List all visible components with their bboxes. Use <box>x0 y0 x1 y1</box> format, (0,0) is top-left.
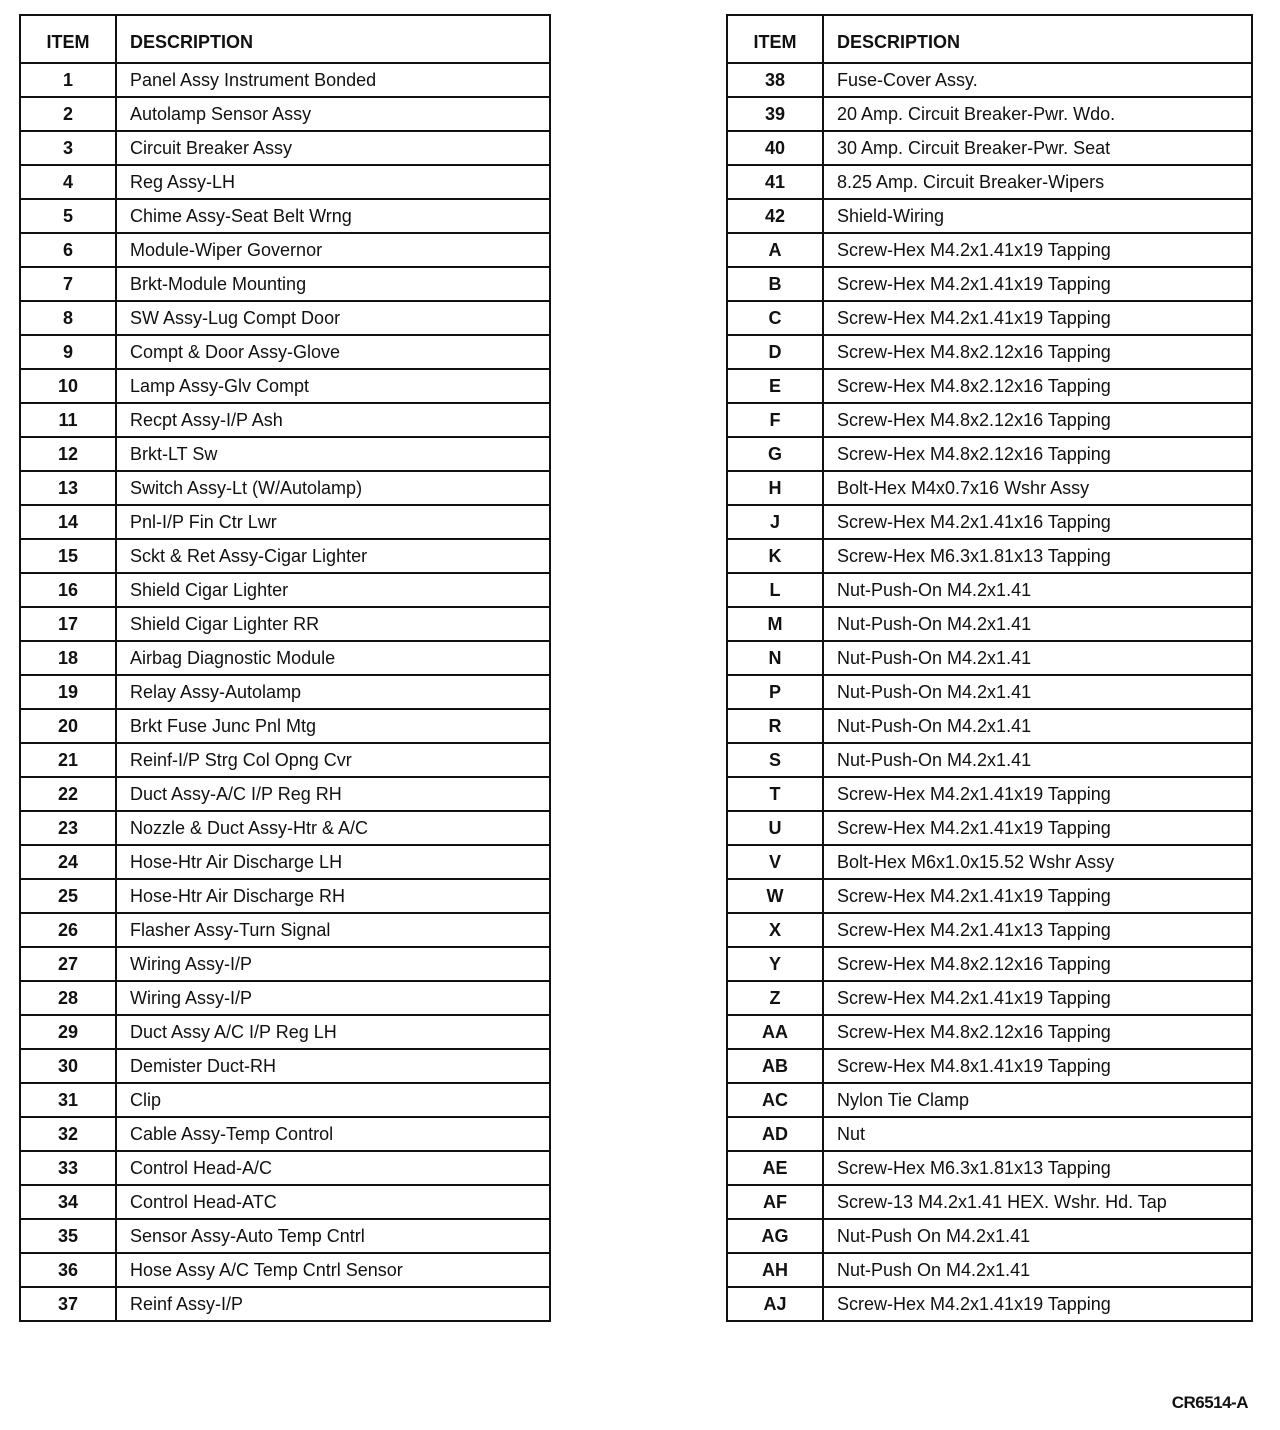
item-number: AE <box>727 1151 823 1185</box>
item-number: 14 <box>20 505 116 539</box>
item-number: 1 <box>20 63 116 97</box>
item-number: 17 <box>20 607 116 641</box>
item-description: Screw-Hex M4.8x2.12x16 Tapping <box>823 335 1252 369</box>
item-number: AC <box>727 1083 823 1117</box>
table-row <box>727 947 1252 981</box>
table-row <box>727 233 1252 267</box>
description-column-header: DESCRIPTION <box>823 15 1252 63</box>
item-description: Nut-Push-On M4.2x1.41 <box>823 573 1252 607</box>
item-description: Screw-Hex M4.8x2.12x16 Tapping <box>823 403 1252 437</box>
item-description: Clip <box>116 1083 550 1117</box>
table-row <box>20 879 550 913</box>
item-description: Flasher Assy-Turn Signal <box>116 913 550 947</box>
item-number: 37 <box>20 1287 116 1321</box>
item-description: Duct Assy A/C I/P Reg LH <box>116 1015 550 1049</box>
table-row <box>20 1219 550 1253</box>
item-number: 33 <box>20 1151 116 1185</box>
item-number: D <box>727 335 823 369</box>
table-row <box>727 709 1252 743</box>
item-description: Reinf Assy-I/P <box>116 1287 550 1321</box>
item-description: Chime Assy-Seat Belt Wrng <box>116 199 550 233</box>
item-number: 29 <box>20 1015 116 1049</box>
item-description: Reg Assy-LH <box>116 165 550 199</box>
item-description: Autolamp Sensor Assy <box>116 97 550 131</box>
table-row <box>727 539 1252 573</box>
item-description: Screw-Hex M4.2x1.41x13 Tapping <box>823 913 1252 947</box>
item-description: Pnl-I/P Fin Ctr Lwr <box>116 505 550 539</box>
item-description: Airbag Diagnostic Module <box>116 641 550 675</box>
item-description: Demister Duct-RH <box>116 1049 550 1083</box>
item-description: Brkt Fuse Junc Pnl Mtg <box>116 709 550 743</box>
item-number: 28 <box>20 981 116 1015</box>
item-description: Brkt-LT Sw <box>116 437 550 471</box>
table-row <box>20 641 550 675</box>
item-description: Nylon Tie Clamp <box>823 1083 1252 1117</box>
item-description: Screw-Hex M4.8x2.12x16 Tapping <box>823 1015 1252 1049</box>
item-number: AA <box>727 1015 823 1049</box>
item-description: 20 Amp. Circuit Breaker-Pwr. Wdo. <box>823 97 1252 131</box>
item-description: Nut-Push On M4.2x1.41 <box>823 1219 1252 1253</box>
item-description: Wiring Assy-I/P <box>116 981 550 1015</box>
item-description: Screw-Hex M4.2x1.41x19 Tapping <box>823 1287 1252 1321</box>
table-row <box>20 573 550 607</box>
table-row <box>20 1049 550 1083</box>
table-row <box>727 505 1252 539</box>
item-number: K <box>727 539 823 573</box>
table-row <box>727 199 1252 233</box>
item-number: N <box>727 641 823 675</box>
table-row <box>727 1253 1252 1287</box>
item-number: H <box>727 471 823 505</box>
item-number: S <box>727 743 823 777</box>
item-description: Hose-Htr Air Discharge LH <box>116 845 550 879</box>
item-number: AB <box>727 1049 823 1083</box>
item-description: Nut <box>823 1117 1252 1151</box>
table-row <box>727 879 1252 913</box>
table-row <box>20 1015 550 1049</box>
item-description: Cable Assy-Temp Control <box>116 1117 550 1151</box>
item-number: 12 <box>20 437 116 471</box>
item-number: 38 <box>727 63 823 97</box>
table-row <box>727 63 1252 97</box>
table-row <box>727 607 1252 641</box>
item-description: Recpt Assy-I/P Ash <box>116 403 550 437</box>
table-row <box>20 1253 550 1287</box>
item-number: Z <box>727 981 823 1015</box>
table-row <box>20 539 550 573</box>
item-number: A <box>727 233 823 267</box>
table-row <box>20 811 550 845</box>
table-row <box>20 1287 550 1321</box>
item-number: U <box>727 811 823 845</box>
item-number: 42 <box>727 199 823 233</box>
item-description: 8.25 Amp. Circuit Breaker-Wipers <box>823 165 1252 199</box>
table-row <box>20 607 550 641</box>
item-number: T <box>727 777 823 811</box>
item-number: 34 <box>20 1185 116 1219</box>
item-number: Y <box>727 947 823 981</box>
item-description: SW Assy-Lug Compt Door <box>116 301 550 335</box>
item-number: L <box>727 573 823 607</box>
table-row <box>20 1083 550 1117</box>
item-number: 20 <box>20 709 116 743</box>
table-row <box>727 675 1252 709</box>
item-description: Screw-13 M4.2x1.41 HEX. Wshr. Hd. Tap <box>823 1185 1252 1219</box>
table-row <box>20 743 550 777</box>
item-description: Compt & Door Assy-Glove <box>116 335 550 369</box>
table-row <box>727 1117 1252 1151</box>
item-number: 31 <box>20 1083 116 1117</box>
table-row <box>727 1151 1252 1185</box>
table-row <box>20 709 550 743</box>
table-row <box>20 97 550 131</box>
item-number: 5 <box>20 199 116 233</box>
item-description: Screw-Hex M4.8x2.12x16 Tapping <box>823 437 1252 471</box>
item-number: AH <box>727 1253 823 1287</box>
item-number: 11 <box>20 403 116 437</box>
table-row <box>20 777 550 811</box>
table-row <box>727 913 1252 947</box>
parts-table-left <box>19 14 551 1322</box>
item-number: R <box>727 709 823 743</box>
item-number: AG <box>727 1219 823 1253</box>
item-number: 22 <box>20 777 116 811</box>
table-row <box>20 1151 550 1185</box>
item-number: AJ <box>727 1287 823 1321</box>
table-row <box>20 267 550 301</box>
item-number: 7 <box>20 267 116 301</box>
item-number: 4 <box>20 165 116 199</box>
item-description: Sensor Assy-Auto Temp Cntrl <box>116 1219 550 1253</box>
table-row <box>727 1049 1252 1083</box>
item-number: 13 <box>20 471 116 505</box>
item-number: 40 <box>727 131 823 165</box>
table-row <box>20 947 550 981</box>
item-description: Screw-Hex M4.2x1.41x16 Tapping <box>823 505 1252 539</box>
table-row <box>727 165 1252 199</box>
item-description: Wiring Assy-I/P <box>116 947 550 981</box>
item-number: C <box>727 301 823 335</box>
item-number: P <box>727 675 823 709</box>
table-row <box>20 437 550 471</box>
item-description: Panel Assy Instrument Bonded <box>116 63 550 97</box>
item-description: Relay Assy-Autolamp <box>116 675 550 709</box>
table-row <box>727 743 1252 777</box>
table-row <box>727 97 1252 131</box>
item-description: Lamp Assy-Glv Compt <box>116 369 550 403</box>
item-description: Bolt-Hex M4x0.7x16 Wshr Assy <box>823 471 1252 505</box>
item-description: Screw-Hex M4.2x1.41x19 Tapping <box>823 811 1252 845</box>
table-row <box>727 981 1252 1015</box>
item-number: AF <box>727 1185 823 1219</box>
item-description: Nut-Push-On M4.2x1.41 <box>823 641 1252 675</box>
description-column-header: DESCRIPTION <box>116 15 550 63</box>
item-number: 15 <box>20 539 116 573</box>
table-row <box>20 1185 550 1219</box>
item-number: AD <box>727 1117 823 1151</box>
table-row <box>20 913 550 947</box>
item-description: Hose-Htr Air Discharge RH <box>116 879 550 913</box>
item-description: Screw-Hex M4.2x1.41x19 Tapping <box>823 267 1252 301</box>
table-row <box>20 845 550 879</box>
item-description: Nut-Push On M4.2x1.41 <box>823 1253 1252 1287</box>
table-row <box>20 471 550 505</box>
item-number: 36 <box>20 1253 116 1287</box>
item-description: Switch Assy-Lt (W/Autolamp) <box>116 471 550 505</box>
item-description: Screw-Hex M4.8x2.12x16 Tapping <box>823 947 1252 981</box>
item-number: 6 <box>20 233 116 267</box>
item-description: Screw-Hex M4.2x1.41x19 Tapping <box>823 879 1252 913</box>
item-number: 39 <box>727 97 823 131</box>
item-description: Screw-Hex M4.8x2.12x16 Tapping <box>823 369 1252 403</box>
item-description: Screw-Hex M4.2x1.41x19 Tapping <box>823 301 1252 335</box>
item-number: X <box>727 913 823 947</box>
item-description: Shield-Wiring <box>823 199 1252 233</box>
table-row <box>20 675 550 709</box>
item-description: Fuse-Cover Assy. <box>823 63 1252 97</box>
table-row <box>727 845 1252 879</box>
table-header-row <box>727 15 1252 63</box>
table-row <box>20 131 550 165</box>
item-description: Circuit Breaker Assy <box>116 131 550 165</box>
item-number: 25 <box>20 879 116 913</box>
table-row <box>20 1117 550 1151</box>
table-row <box>20 981 550 1015</box>
table-row <box>727 1185 1252 1219</box>
table-row <box>20 199 550 233</box>
item-number: 32 <box>20 1117 116 1151</box>
table-row <box>727 811 1252 845</box>
table-row <box>20 505 550 539</box>
item-number: V <box>727 845 823 879</box>
item-number: 30 <box>20 1049 116 1083</box>
table-row <box>727 1015 1252 1049</box>
table-header-row <box>20 15 550 63</box>
item-description: Bolt-Hex M6x1.0x15.52 Wshr Assy <box>823 845 1252 879</box>
table-row <box>727 1219 1252 1253</box>
item-description: Screw-Hex M4.2x1.41x19 Tapping <box>823 777 1252 811</box>
item-description: Brkt-Module Mounting <box>116 267 550 301</box>
table-row <box>727 1287 1252 1321</box>
item-number: 21 <box>20 743 116 777</box>
item-number: 19 <box>20 675 116 709</box>
table-row <box>727 777 1252 811</box>
item-column-header: ITEM <box>20 15 116 63</box>
item-number: 10 <box>20 369 116 403</box>
table-row <box>727 335 1252 369</box>
item-description: Nozzle & Duct Assy-Htr & A/C <box>116 811 550 845</box>
item-description: Control Head-A/C <box>116 1151 550 1185</box>
item-number: F <box>727 403 823 437</box>
parts-table-left-body <box>20 63 550 1321</box>
table-row <box>20 335 550 369</box>
item-column-header: ITEM <box>727 15 823 63</box>
table-row <box>727 301 1252 335</box>
item-description: Sckt & Ret Assy-Cigar Lighter <box>116 539 550 573</box>
parts-table-right <box>726 14 1253 1322</box>
item-number: 18 <box>20 641 116 675</box>
item-description: Nut-Push-On M4.2x1.41 <box>823 743 1252 777</box>
item-description: Shield Cigar Lighter RR <box>116 607 550 641</box>
table-row <box>20 369 550 403</box>
table-row <box>20 233 550 267</box>
item-number: B <box>727 267 823 301</box>
item-description: Shield Cigar Lighter <box>116 573 550 607</box>
item-description: Hose Assy A/C Temp Cntrl Sensor <box>116 1253 550 1287</box>
item-number: 35 <box>20 1219 116 1253</box>
table-row <box>727 641 1252 675</box>
item-description: Reinf-I/P Strg Col Opng Cvr <box>116 743 550 777</box>
table-row <box>727 369 1252 403</box>
item-number: J <box>727 505 823 539</box>
item-description: Nut-Push-On M4.2x1.41 <box>823 607 1252 641</box>
item-number: 16 <box>20 573 116 607</box>
figure-code: CR6514-A <box>1171 1393 1248 1412</box>
item-description: Module-Wiper Governor <box>116 233 550 267</box>
table-row <box>727 471 1252 505</box>
item-description: 30 Amp. Circuit Breaker-Pwr. Seat <box>823 131 1252 165</box>
table-row <box>727 131 1252 165</box>
item-description: Screw-Hex M4.2x1.41x19 Tapping <box>823 981 1252 1015</box>
item-number: 27 <box>20 947 116 981</box>
item-number: 26 <box>20 913 116 947</box>
item-number: 23 <box>20 811 116 845</box>
item-description: Screw-Hex M6.3x1.81x13 Tapping <box>823 539 1252 573</box>
item-number: 41 <box>727 165 823 199</box>
item-description: Nut-Push-On M4.2x1.41 <box>823 709 1252 743</box>
item-number: 2 <box>20 97 116 131</box>
table-row <box>727 403 1252 437</box>
item-number: G <box>727 437 823 471</box>
table-row <box>20 301 550 335</box>
item-description: Nut-Push-On M4.2x1.41 <box>823 675 1252 709</box>
table-row <box>727 437 1252 471</box>
item-description: Duct Assy-A/C I/P Reg RH <box>116 777 550 811</box>
table-row <box>727 573 1252 607</box>
table-row <box>20 403 550 437</box>
item-number: M <box>727 607 823 641</box>
item-number: W <box>727 879 823 913</box>
table-row <box>727 1083 1252 1117</box>
table-row <box>20 165 550 199</box>
item-description: Screw-Hex M4.8x1.41x19 Tapping <box>823 1049 1252 1083</box>
table-row <box>727 267 1252 301</box>
table-row <box>20 63 550 97</box>
item-description: Control Head-ATC <box>116 1185 550 1219</box>
item-number: E <box>727 369 823 403</box>
item-number: 8 <box>20 301 116 335</box>
item-number: 3 <box>20 131 116 165</box>
item-number: 24 <box>20 845 116 879</box>
item-description: Screw-Hex M4.2x1.41x19 Tapping <box>823 233 1252 267</box>
parts-table-right-body <box>727 63 1252 1321</box>
item-number: 9 <box>20 335 116 369</box>
item-description: Screw-Hex M6.3x1.81x13 Tapping <box>823 1151 1252 1185</box>
